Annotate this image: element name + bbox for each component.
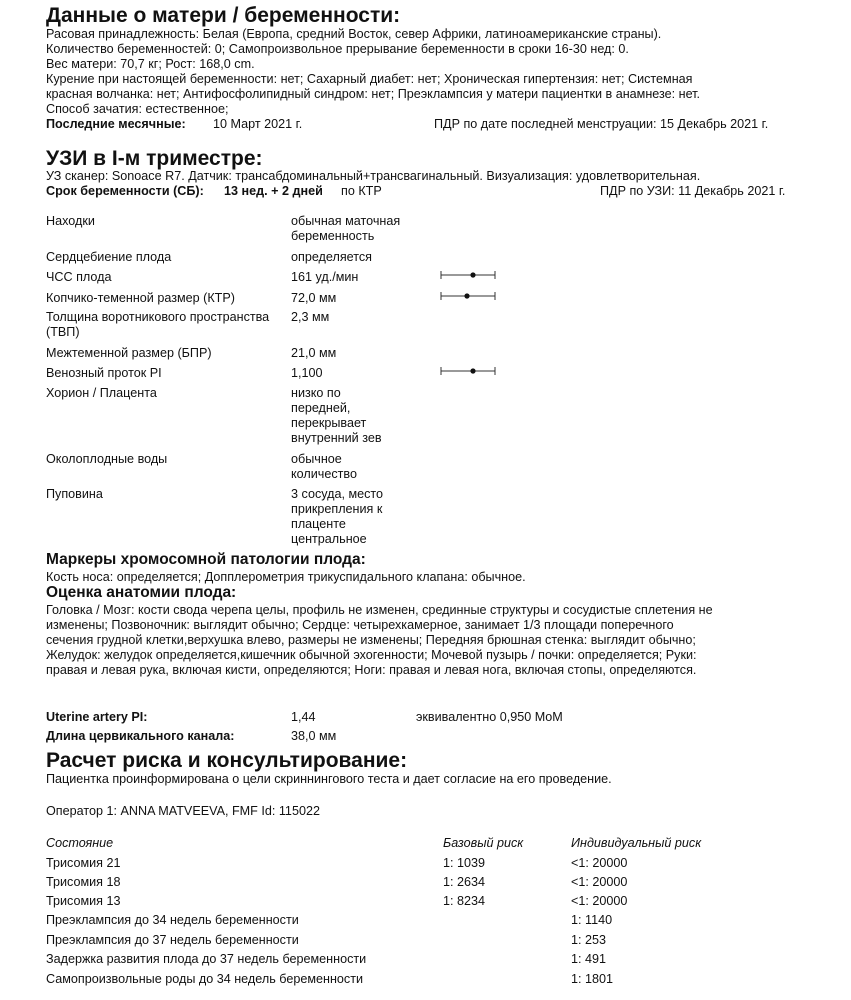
finding-label: Пуповина [46, 487, 103, 501]
risk-condition: Преэклампсия до 34 недель беременности [46, 913, 299, 927]
conception-line: Способ зачатия: естественное; [46, 102, 229, 116]
gestational-age-method: по КТР [341, 184, 382, 198]
scanner-line: УЗ сканер: Sonoace R7. Датчик: трансабдоминальный+трансвагинальный. Визуализация: удовлетворительная. [46, 169, 701, 183]
range-value-dot [464, 293, 469, 298]
anatomy-section-title: Оценка анатомии плода: [46, 584, 237, 601]
finding-label: Копчико-теменной размер (КТР) [46, 291, 235, 305]
risk-condition: Трисомия 21 [46, 856, 121, 870]
markers-text: Кость носа: определяется; Допплерометрия трикуспидального клапана: обычное. [46, 570, 526, 584]
risk-condition: Задержка развития плода до 37 недель беременности [46, 952, 367, 966]
finding-value: 3 сосуда, место [291, 487, 384, 501]
finding-value: центральное [291, 532, 367, 546]
finding-label: Толщина воротникового пространства [46, 310, 270, 324]
finding-value: перекрывает [291, 416, 367, 430]
pregnancies-line: Количество беременностей: 0; Самопроизвольное прерывание беременности в сроки 16-30 нед: 0. [46, 42, 629, 56]
risk-base-value: 1: 1039 [443, 856, 486, 870]
consent-line: Пациентка проинформирована о цели скриннингового теста и дает согласие на его проведение. [46, 772, 612, 786]
markers-section-title: Маркеры хромосомной патологии плода: [46, 551, 366, 568]
finding-value: 72,0 мм [291, 291, 337, 305]
cervix-length-value: 38,0 мм [291, 729, 337, 743]
operator-line: Оператор 1: ANNA MATVEEVA, FMF Id: 115022 [46, 804, 320, 818]
uterine-pi-value: 1,44 [291, 710, 316, 724]
uterine-pi-mom: эквивалентно 0,950 MoM [416, 710, 563, 724]
risk-header-base: Базовый риск [443, 836, 524, 850]
risk-individual-value: <1: 20000 [571, 894, 628, 908]
finding-label: Околоплодные воды [46, 452, 168, 466]
risk-individual-value: 1: 1140 [571, 913, 613, 927]
finding-label: Венозный проток PI [46, 366, 162, 380]
risk-header-individual: Индивидуальный риск [571, 836, 702, 850]
risk-individual-value: 1: 1801 [571, 972, 614, 986]
mother-section-title: Данные о матери / беременности: [46, 4, 401, 27]
gestational-age-value: 13 нед. + 2 дней [224, 184, 323, 198]
range-value-dot [470, 272, 475, 277]
anatomy-line: изменены; Позвоночник: выглядит обычно; Сердце: четырехкамерное, занимает 1/3 площади поперечного [46, 618, 674, 632]
finding-value: обычное [291, 452, 342, 466]
finding-value: прикрепления к [291, 502, 383, 516]
edd-by-ultrasound: ПДР по УЗИ: 11 Декабрь 2021 г. [600, 184, 786, 198]
range-value-dot [470, 368, 475, 373]
risk-condition: Преэклампсия до 37 недель беременности [46, 933, 299, 947]
scan-section-title: УЗИ в I-м триместре: [46, 147, 263, 170]
finding-value: передней, [291, 401, 351, 415]
finding-label: Межтеменной размер (БПР) [46, 346, 212, 360]
risk-individual-value: <1: 20000 [571, 875, 628, 889]
risk-factors-line-1: Курение при настоящей беременности: нет; Сахарный диабет: нет; Хроническая гипертензия: нет; Системная [46, 72, 693, 86]
finding-value: 21,0 мм [291, 346, 337, 360]
finding-label: Находки [46, 214, 95, 228]
fhr-range-indicator [440, 268, 498, 282]
finding-value: 161 уд./мин [291, 270, 359, 284]
edd-by-lmp: ПДР по дате последней менструации: 15 Декабрь 2021 г. [434, 117, 769, 131]
finding-value: плаценте [291, 517, 346, 531]
finding-value: обычная маточная [291, 214, 401, 228]
finding-value: 2,3 мм [291, 310, 330, 324]
race-line: Расовая принадлежность: Белая (Европа, средний Восток, север Африки, латиноамериканские страны). [46, 27, 662, 41]
anatomy-line: Желудок: желудок определяется,кишечник обычной эхогенности; Мочевой пузырь / почки: определяется; Руки: [46, 648, 697, 662]
risk-condition: Самопроизвольные роды до 34 недель беременности [46, 972, 364, 986]
uterine-pi-label: Uterine artery PI: [46, 710, 148, 724]
finding-label: Сердцебиение плода [46, 250, 172, 264]
risk-individual-value: 1: 491 [571, 952, 607, 966]
anatomy-line: правая и левая рука, включая кисти, определяются; Ноги: правая и левая нога, включая стопы, определяются. [46, 663, 697, 677]
lmp-value: 10 Март 2021 г. [213, 117, 303, 131]
risk-header-condition: Состояние [46, 836, 114, 850]
risk-condition: Трисомия 18 [46, 875, 121, 889]
cervix-length-label: Длина цервикального канала: [46, 729, 235, 743]
finding-value: 1,100 [291, 366, 323, 380]
gestational-age-label: Срок беременности (СБ): [46, 184, 204, 198]
finding-label: Хорион / Плацента [46, 386, 157, 400]
finding-value: низко по [291, 386, 341, 400]
finding-value: беременность [291, 229, 375, 243]
risk-section-title: Расчет риска и консультирование: [46, 749, 408, 772]
anatomy-line: Головка / Мозг: кости свода черепа целы, профиль не изменен, срединные структуры и сосудистые сплетения не [46, 603, 713, 617]
dv-pi-range-indicator [440, 364, 498, 378]
weight-height-line: Вес матери: 70,7 кг; Рост: 168,0 cm. [46, 57, 255, 71]
lmp-label: Последние месячные: [46, 117, 186, 131]
risk-individual-value: 1: 253 [571, 933, 607, 947]
finding-label: (ТВП) [46, 325, 80, 339]
risk-factors-line-2: красная волчанка: нет; Антифосфолипидный синдром: нет; Преэклампсия у матери пациентки в анамнезе: нет. [46, 87, 701, 101]
finding-label: ЧСС плода [46, 270, 112, 284]
risk-individual-value: <1: 20000 [571, 856, 628, 870]
anatomy-line: сечения грудной клетки,верхушка влево, размеры не изменены; Передняя брюшная стенка: выглядит обычно; [46, 633, 696, 647]
finding-value: количество [291, 467, 357, 481]
finding-value: внутренний зев [291, 431, 382, 445]
risk-base-value: 1: 2634 [443, 875, 486, 889]
finding-value: определяется [291, 250, 372, 264]
risk-base-value: 1: 8234 [443, 894, 486, 908]
risk-condition: Трисомия 13 [46, 894, 121, 908]
crl-range-indicator [440, 289, 498, 303]
